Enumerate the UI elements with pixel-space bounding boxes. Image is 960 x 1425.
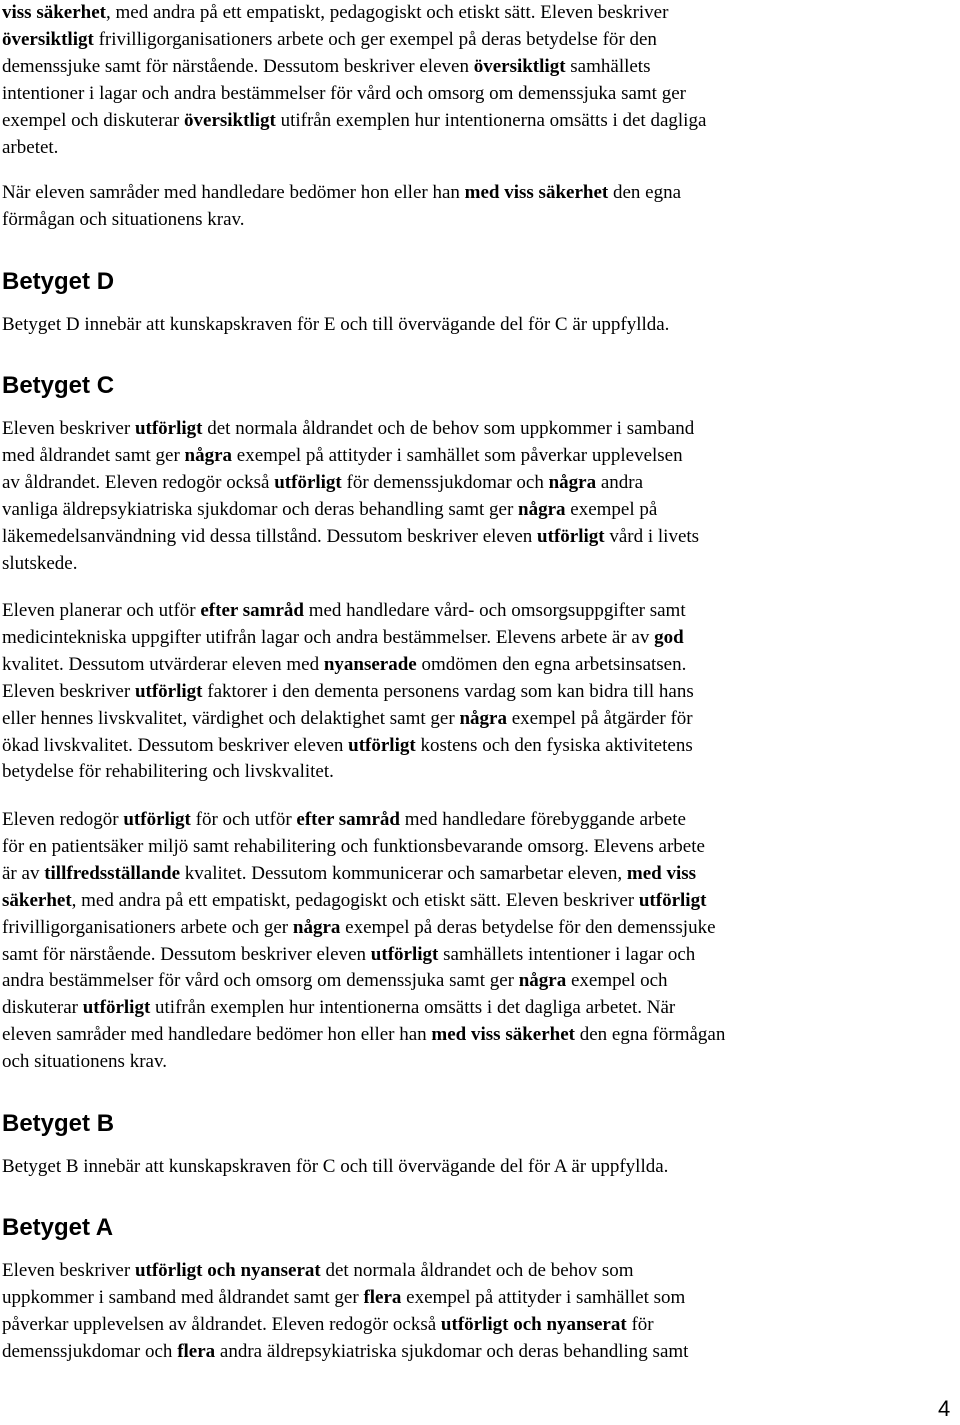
text-run: arbetet. (2, 136, 59, 158)
text-run: andra (596, 471, 644, 493)
text-run: det normala åldrandet och de behov som uppkommer i samband (202, 418, 695, 439)
bold-text-run: utförligt (537, 525, 605, 547)
bold-text-run: flera (177, 1340, 216, 1362)
text-line (2, 834, 725, 861)
text-run: den egna förmågan (574, 1024, 726, 1046)
text-run: Eleven beskriver (2, 1260, 135, 1281)
text-run: frivilligorganisationers arbete och ger exempel på deras betydelse för den (93, 28, 657, 50)
text-line (2, 470, 699, 497)
text-run: med handledare förebyggande arbete (400, 809, 686, 830)
text-line (2, 598, 694, 625)
text-run: Betyget B innebär att kunskapskraven för C och till övervägande del för A är uppfyllda. (2, 1156, 669, 1177)
text-line (2, 443, 699, 470)
text-run: diskuterar (2, 997, 83, 1019)
bold-text-run: utförligt (370, 943, 439, 965)
text-run: exempel på (565, 498, 658, 520)
text-line (2, 942, 725, 969)
text-run: eleven samråder med handledare bedömer hon eller han (2, 1024, 432, 1046)
text-run: exempel på åtgärder för (506, 707, 693, 729)
bold-text-run: utförligt (638, 889, 707, 911)
text-line (2, 706, 694, 733)
text-line (2, 915, 725, 942)
bold-text-run: tillfredsställande (44, 862, 181, 884)
text-line (2, 625, 694, 652)
text-run: demenssjuke samt för närstående. Dessutom beskriver eleven (2, 55, 474, 77)
bold-text-run: några (518, 970, 567, 992)
text-line (2, 861, 725, 888)
text-run: eller hennes livskvalitet, värdighet och delaktighet samt ger (2, 707, 460, 729)
text-run: för och utför (190, 809, 297, 830)
text-run: exempel på deras betydelse för den demenssjuke (340, 916, 716, 938)
text-run: omdömen den egna arbetsinsatsen. (416, 653, 687, 675)
bold-text-run: efter samråd (200, 600, 304, 621)
text-run: för en patientsäker miljö samt rehabilitering och funktionsbevarande omsorg. Elevens arbete (2, 835, 705, 857)
bold-text-run: flera (363, 1286, 402, 1308)
bold-text-run: översiktligt (473, 55, 566, 77)
text-run: Eleven planerar och utför (2, 600, 201, 621)
text-run: kvalitet. Dessutom kommunicerar och samarbetar eleven, (180, 862, 627, 884)
heading-betyget-a: Betyget A (2, 1214, 114, 1241)
text-run: samhällets (565, 55, 651, 77)
bold-text-run: nyanserade (323, 653, 417, 675)
text-run: betydelse för rehabilitering och livskvalitet. (2, 761, 334, 783)
text-line (2, 759, 694, 786)
text-run: andra bestämmelser för vård och omsorg om demenssjuka samt ger (2, 970, 519, 992)
bold-text-run: några (184, 444, 233, 466)
paragraph-c-planerar (2, 598, 694, 786)
bold-text-run: säkerhet (2, 889, 72, 911)
text-run: Betyget D innebär att kunskapskraven för E och till övervägande del för C är uppfyllda. (2, 314, 670, 335)
text-line (2, 312, 669, 339)
text-run: andra äldrepsykiatriska sjukdomar och deras behandling samt (215, 1340, 689, 1362)
paragraph-samrad (2, 180, 681, 234)
text-run: , med andra på ett empatiskt, pedagogiskt och etiskt sätt. Eleven beskriver (105, 2, 669, 23)
bold-text-run: utförligt (82, 997, 151, 1019)
text-run: ökad livskvalitet. Dessutom beskriver eleven (2, 734, 349, 756)
text-run: med handledare vård- och omsorgsuppgifter samt (303, 600, 686, 621)
text-line (2, 679, 694, 706)
text-run: uppkommer i samband med åldrandet samt ger (2, 1286, 364, 1308)
text-run: Eleven beskriver (2, 418, 135, 439)
bold-text-run: utförligt (134, 680, 203, 702)
bold-text-run: några (518, 498, 566, 520)
text-line (2, 995, 725, 1022)
text-line (2, 551, 699, 578)
text-run: exempel på attityder i samhället som påverkar upplevelsen (232, 444, 683, 466)
bold-text-run: med viss säkerhet (431, 1024, 575, 1046)
bold-text-run: några (459, 707, 507, 729)
text-run: slutskede. (2, 552, 78, 574)
text-run: vanliga äldrepsykiatriska sjukdomar och deras behandling samt ger (2, 498, 519, 520)
text-run: förmågan och situationens krav. (2, 208, 245, 230)
text-line (2, 1258, 688, 1285)
paragraph-a-aldrande (2, 1258, 688, 1366)
paragraph-betyget-b (2, 1154, 668, 1181)
text-line (2, 27, 706, 54)
paragraph-c-aldrande (2, 416, 699, 577)
text-line (2, 416, 699, 443)
text-run: är av (2, 862, 45, 884)
text-line (2, 1312, 688, 1339)
paragraph-c-redogor (2, 807, 725, 1076)
bold-text-run: utförligt och nyanserat (440, 1313, 627, 1335)
text-run: Eleven redogör (2, 809, 124, 830)
text-run: faktorer i den dementa personens vardag som kan bidra till hans (202, 680, 694, 702)
text-line (2, 733, 694, 760)
heading-betyget-d: Betyget D (2, 268, 115, 295)
heading-betyget-b: Betyget B (2, 1110, 115, 1137)
text-line (2, 1154, 668, 1181)
text-run: kostens och den fysiska aktivitetens (415, 734, 693, 756)
text-run: samhällets intentioner i lagar och (438, 943, 696, 965)
bold-text-run: utförligt (134, 418, 203, 439)
paragraph-intro (2, 0, 706, 161)
text-run: medicintekniska uppgifter utifrån lagar och andra bestämmelser. Elevens arbete är av (2, 626, 655, 648)
bold-text-run: några (548, 471, 597, 493)
bold-text-run: med viss (626, 862, 697, 884)
text-run: Eleven beskriver (2, 680, 135, 702)
text-line (2, 968, 725, 995)
text-line (2, 1049, 725, 1076)
text-line (2, 108, 706, 135)
text-run: vård i livets (604, 525, 700, 547)
text-run: av åldrandet. Eleven redogör också (2, 471, 275, 493)
bold-text-run: översiktligt (184, 109, 276, 131)
text-run: påverkar upplevelsen av åldrandet. Eleven redogör också (2, 1313, 441, 1335)
bold-text-run: efter samråd (296, 809, 401, 830)
text-line (2, 497, 699, 524)
text-run: utifrån exemplen hur intentionerna omsätts i det dagliga (275, 109, 707, 131)
bold-text-run: utförligt (123, 809, 191, 830)
text-run: , med andra på ett empatiskt, pedagogiskt och etiskt sätt. Eleven beskriver (71, 889, 639, 911)
text-line (2, 888, 725, 915)
text-run: och situationens krav. (2, 1051, 167, 1073)
text-run: När eleven samråder med handledare bedömer hon eller han (2, 182, 465, 203)
text-line (2, 207, 681, 234)
bold-text-run: översiktligt (2, 28, 94, 50)
text-line (2, 1339, 688, 1366)
text-line (2, 807, 725, 834)
text-run: exempel och diskuterar (2, 109, 185, 131)
text-run: läkemedelsanvändning vid dessa tillstånd. Dessutom beskriver eleven (2, 525, 538, 547)
text-run: exempel och (566, 970, 668, 992)
page-number: 4 (938, 1396, 951, 1421)
text-line (2, 524, 699, 551)
bold-text-run: utförligt (274, 471, 342, 493)
text-line (2, 180, 681, 207)
text-line (2, 135, 706, 162)
bold-text-run: utförligt (348, 734, 416, 756)
text-run: den egna (608, 182, 682, 203)
text-run: utifrån exemplen hur intentionerna omsätts i det dagliga arbetet. När (150, 997, 676, 1019)
text-line (2, 81, 706, 108)
heading-betyget-c: Betyget C (2, 372, 115, 399)
bold-text-run: god (654, 626, 684, 648)
text-line (2, 54, 706, 81)
text-run: kvalitet. Dessutom utvärderar eleven med (2, 653, 324, 675)
text-run: intentioner i lagar och andra bestämmelser för vård och omsorg om demenssjuka samt ger (2, 82, 686, 104)
text-run: exempel på attityder i samhället som (401, 1286, 686, 1308)
paragraph-betyget-d (2, 312, 669, 339)
bold-text-run: med viss säkerhet (464, 182, 609, 203)
bold-text-run: några (292, 916, 341, 938)
bold-text-run: viss säkerhet (2, 2, 106, 23)
text-line (2, 1022, 725, 1049)
bold-text-run: utförligt och nyanserat (134, 1260, 321, 1281)
text-run: samt för närstående. Dessutom beskriver eleven (2, 943, 371, 965)
text-run: för demenssjukdomar och (341, 471, 549, 493)
text-line (2, 652, 694, 679)
text-run: frivilligorganisationers arbete och ger (2, 916, 293, 938)
text-run: demenssjukdomar och (2, 1340, 178, 1362)
text-line (2, 0, 706, 27)
text-run: det normala åldrandet och de behov som (320, 1260, 634, 1281)
text-line (2, 1285, 688, 1312)
text-run: med åldrandet samt ger (2, 444, 185, 466)
text-run: för (626, 1313, 654, 1335)
